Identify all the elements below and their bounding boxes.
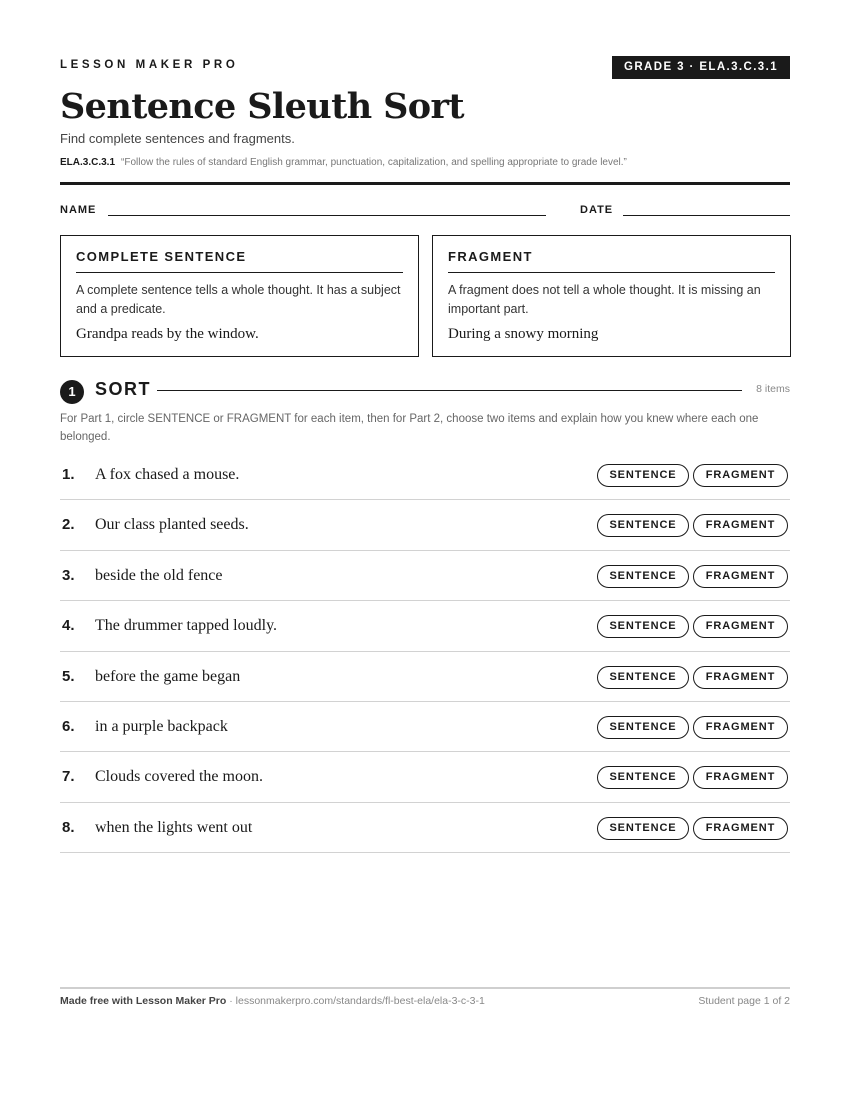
definition-title: COMPLETE SENTENCE (76, 249, 403, 273)
choice-group (597, 817, 788, 840)
footer (60, 995, 790, 1007)
definition-example: During a snowy morning (448, 326, 599, 342)
item-number: 5. (62, 667, 75, 685)
fragment-choice[interactable]: FRAGMENT (693, 565, 788, 588)
item-number: 4. (62, 617, 75, 635)
choice-group (597, 514, 788, 537)
item-number: 7. (62, 768, 75, 786)
item-text: beside the old fence (95, 566, 223, 584)
sentence-choice[interactable]: SENTENCE (597, 766, 689, 789)
brand-name: LESSON MAKER PRO (60, 59, 239, 71)
definition-example: Grandpa reads by the window. (76, 326, 259, 342)
name-label: NAME (60, 204, 97, 216)
date-label: DATE (580, 204, 614, 216)
item-number: 8. (62, 818, 75, 836)
item-text: Clouds covered the moon. (95, 768, 263, 786)
choice-group (597, 464, 788, 487)
list-item (60, 601, 790, 651)
fragment-definition-box (432, 235, 791, 357)
choice-group (597, 565, 788, 588)
worksheet-title: Sentence Sleuth Sort (60, 86, 464, 127)
list-item (60, 551, 790, 601)
choice-group (597, 716, 788, 739)
sentence-choice[interactable]: SENTENCE (597, 716, 689, 739)
list-item (60, 752, 790, 802)
item-text: before the game began (95, 667, 241, 685)
item-count: 8 items (756, 383, 790, 395)
section-rule (157, 390, 742, 391)
instructions: For Part 1, circle SENTENCE or FRAGMENT for each item, then for Part 2, choose two items and explain how you knew where each one belonged. (60, 413, 759, 443)
top-bar (60, 56, 790, 80)
section-title: SORT (95, 379, 152, 399)
definition-text: A fragment does not tell a whole thought. It is missing an important part. (448, 283, 761, 316)
section-number-badge: 1 (60, 380, 84, 404)
list-item (60, 450, 790, 500)
standard-text: “Follow the rules of standard English grammar, punctuation, capitalization, and spelling appropriate to grade level.” (121, 157, 627, 168)
definition-text: A complete sentence tells a whole thought. It has a subject and a predicate. (76, 283, 401, 316)
footer-separator: · (226, 995, 236, 1007)
fragment-choice[interactable]: FRAGMENT (693, 514, 788, 537)
section-header (60, 378, 790, 402)
item-number: 2. (62, 516, 75, 534)
item-text: The drummer tapped loudly. (95, 617, 278, 635)
sentence-choice[interactable]: SENTENCE (597, 817, 689, 840)
choice-group (597, 766, 788, 789)
fragment-choice[interactable]: FRAGMENT (693, 716, 788, 739)
list-item (60, 500, 790, 550)
sentence-choice[interactable]: SENTENCE (597, 615, 689, 638)
footer-credit: Made free with Lesson Maker Pro (60, 995, 227, 1007)
fragment-choice[interactable]: FRAGMENT (693, 817, 788, 840)
item-text: when the lights went out (95, 818, 253, 836)
grade-badge: GRADE 3 · ELA.3.C.3.1 (612, 56, 790, 79)
fragment-choice[interactable]: FRAGMENT (693, 666, 788, 689)
worksheet-subtitle: Find complete sentences and fragments. (60, 131, 295, 146)
item-number: 1. (62, 466, 75, 483)
item-text: in a purple backpack (95, 717, 228, 735)
choice-group (597, 615, 788, 638)
footer-divider (60, 987, 790, 989)
list-item (60, 803, 790, 853)
fragment-choice[interactable]: FRAGMENT (693, 615, 788, 638)
complete-sentence-definition-box (60, 235, 419, 357)
list-item (60, 702, 790, 752)
header-divider (60, 182, 790, 185)
standard-code: ELA.3.C.3.1 (60, 157, 116, 168)
sentence-choice[interactable]: SENTENCE (597, 565, 689, 588)
sentence-choice[interactable]: SENTENCE (597, 464, 689, 487)
date-field[interactable] (623, 215, 790, 216)
item-number: 6. (62, 717, 75, 735)
choice-group (597, 666, 788, 689)
item-list (60, 450, 790, 853)
standard-line (60, 157, 627, 168)
item-text: Our class planted seeds. (95, 516, 249, 534)
definition-title: FRAGMENT (448, 249, 775, 273)
footer-url[interactable]: lessonmakerpro.com/standards/fl-best-ela/ela-3-c-3-1 (235, 995, 485, 1007)
list-item (60, 652, 790, 702)
page-number: Student page 1 of 2 (698, 995, 790, 1007)
sentence-choice[interactable]: SENTENCE (597, 514, 689, 537)
fragment-choice[interactable]: FRAGMENT (693, 464, 788, 487)
fragment-choice[interactable]: FRAGMENT (693, 766, 788, 789)
name-field[interactable] (108, 215, 546, 216)
item-number: 3. (62, 566, 75, 584)
item-text: A fox chased a mouse. (95, 466, 240, 483)
sentence-choice[interactable]: SENTENCE (597, 666, 689, 689)
name-date-row (60, 204, 790, 220)
